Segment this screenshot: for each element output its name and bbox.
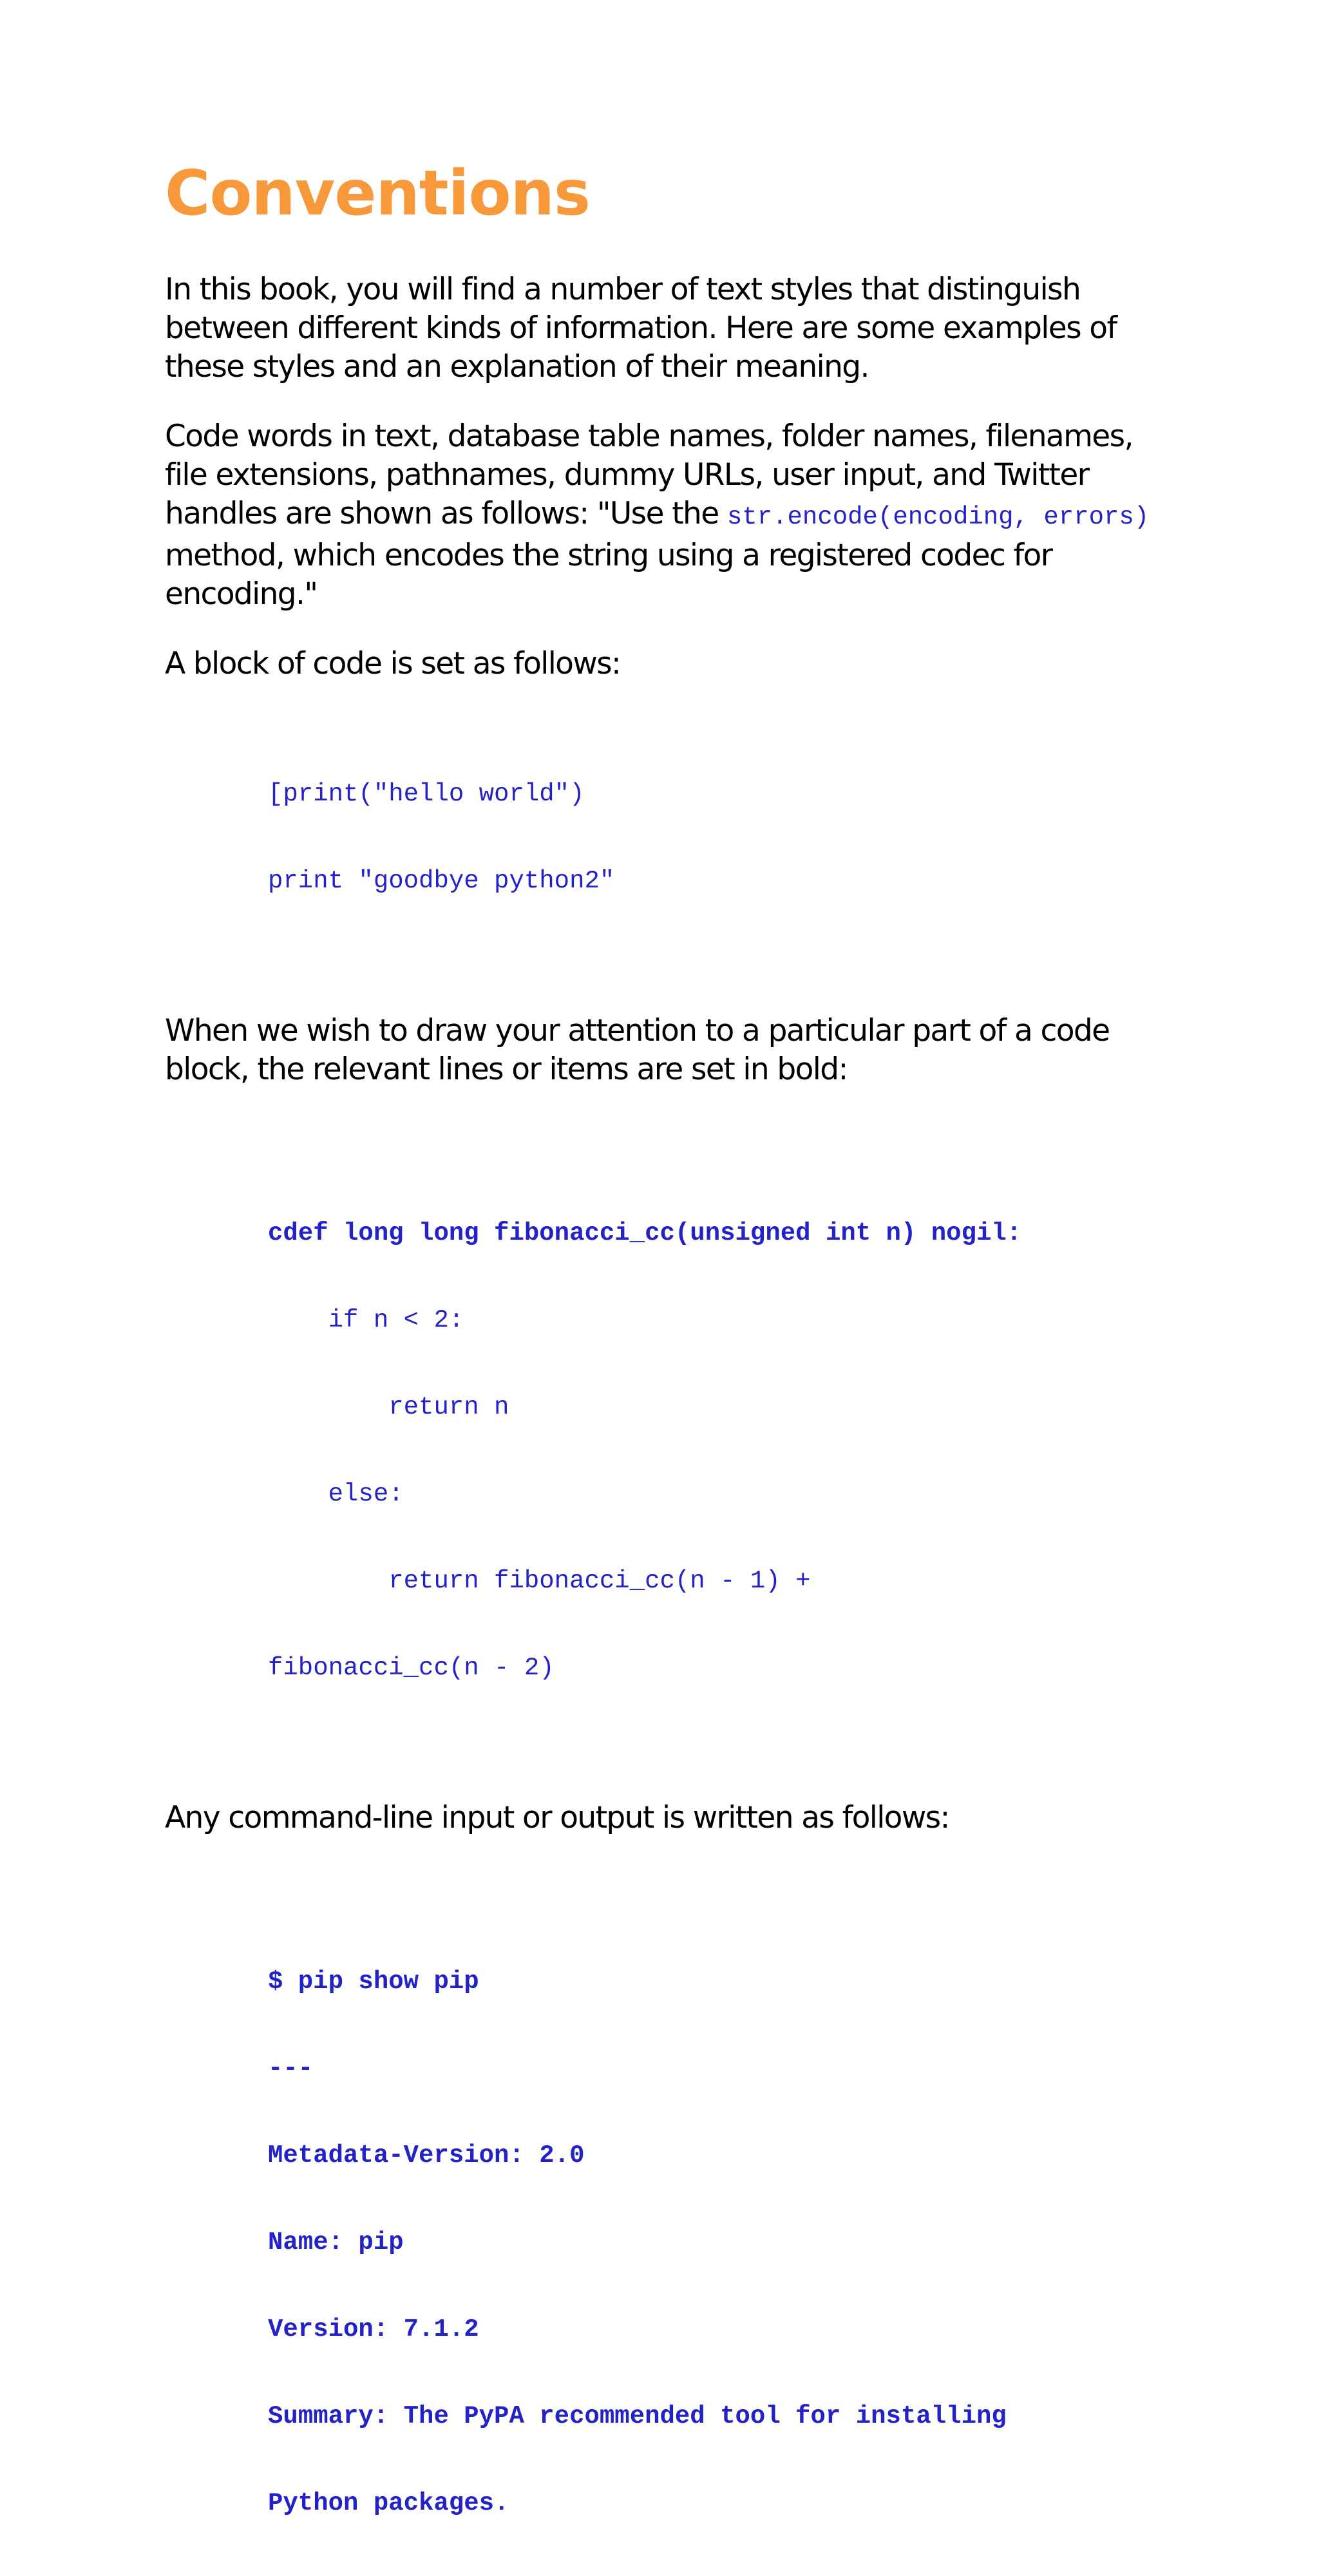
code-line-bold: cdef long long fibonacci_cc(unsigned int n) nogil: — [268, 1219, 1022, 1247]
inline-code: str.encode(encoding, errors) — [726, 503, 1150, 531]
code-line: return fibonacci_cc(n - 1) + — [268, 1567, 811, 1595]
cli-intro-paragraph: Any command-line input or output is written as follows: — [165, 1800, 949, 1835]
cli-line: Summary: The PyPA recommended tool for installing — [268, 2402, 1007, 2430]
intro-paragraph: In this book, you will find a number of text styles that distinguish between different kinds of information. Here are some examples of these styles and an explanation of their meaning. — [165, 272, 1117, 384]
bold-intro-paragraph: When we wish to draw your attention to a particular part of a code block, the relevant lines or items are set in bold: — [165, 1013, 1110, 1087]
code-words-paragraph — [165, 417, 1170, 614]
page-title: Conventions — [165, 157, 591, 229]
code-block-2 — [165, 1161, 1170, 1741]
block-intro-paragraph: A block of code is set as follows: — [165, 646, 621, 681]
cli-line: Metadata-Version: 2.0 — [268, 2141, 585, 2170]
code-block-1 — [165, 722, 1170, 954]
cli-line: $ pip show pip — [268, 1967, 479, 1996]
cli-block — [165, 1909, 1170, 2576]
cli-line: Name: pip — [268, 2228, 404, 2257]
code-words-text-before: Code words in text, database table names, folder names, filenames, file extensions, pathnames, dummy URLs, user input, and Twitter handles are shown as follows: "Use the — [165, 419, 1133, 531]
cli-line: --- — [268, 2054, 314, 2083]
code-line: [print("hello world") — [268, 780, 585, 808]
code-line: print "goodbye python2" — [268, 867, 615, 895]
cli-line: Version: 7.1.2 — [268, 2315, 479, 2344]
code-words-text-after: method, which encodes the string using a registered codec for encoding." — [165, 538, 1052, 612]
code-line: if n < 2: — [268, 1306, 464, 1334]
code-line: return n — [268, 1393, 509, 1421]
page — [165, 155, 1170, 2576]
code-line: else: — [268, 1480, 404, 1508]
cli-line: Python packages. — [268, 2489, 509, 2517]
code-line: fibonacci_cc(n - 2) — [268, 1654, 555, 1682]
